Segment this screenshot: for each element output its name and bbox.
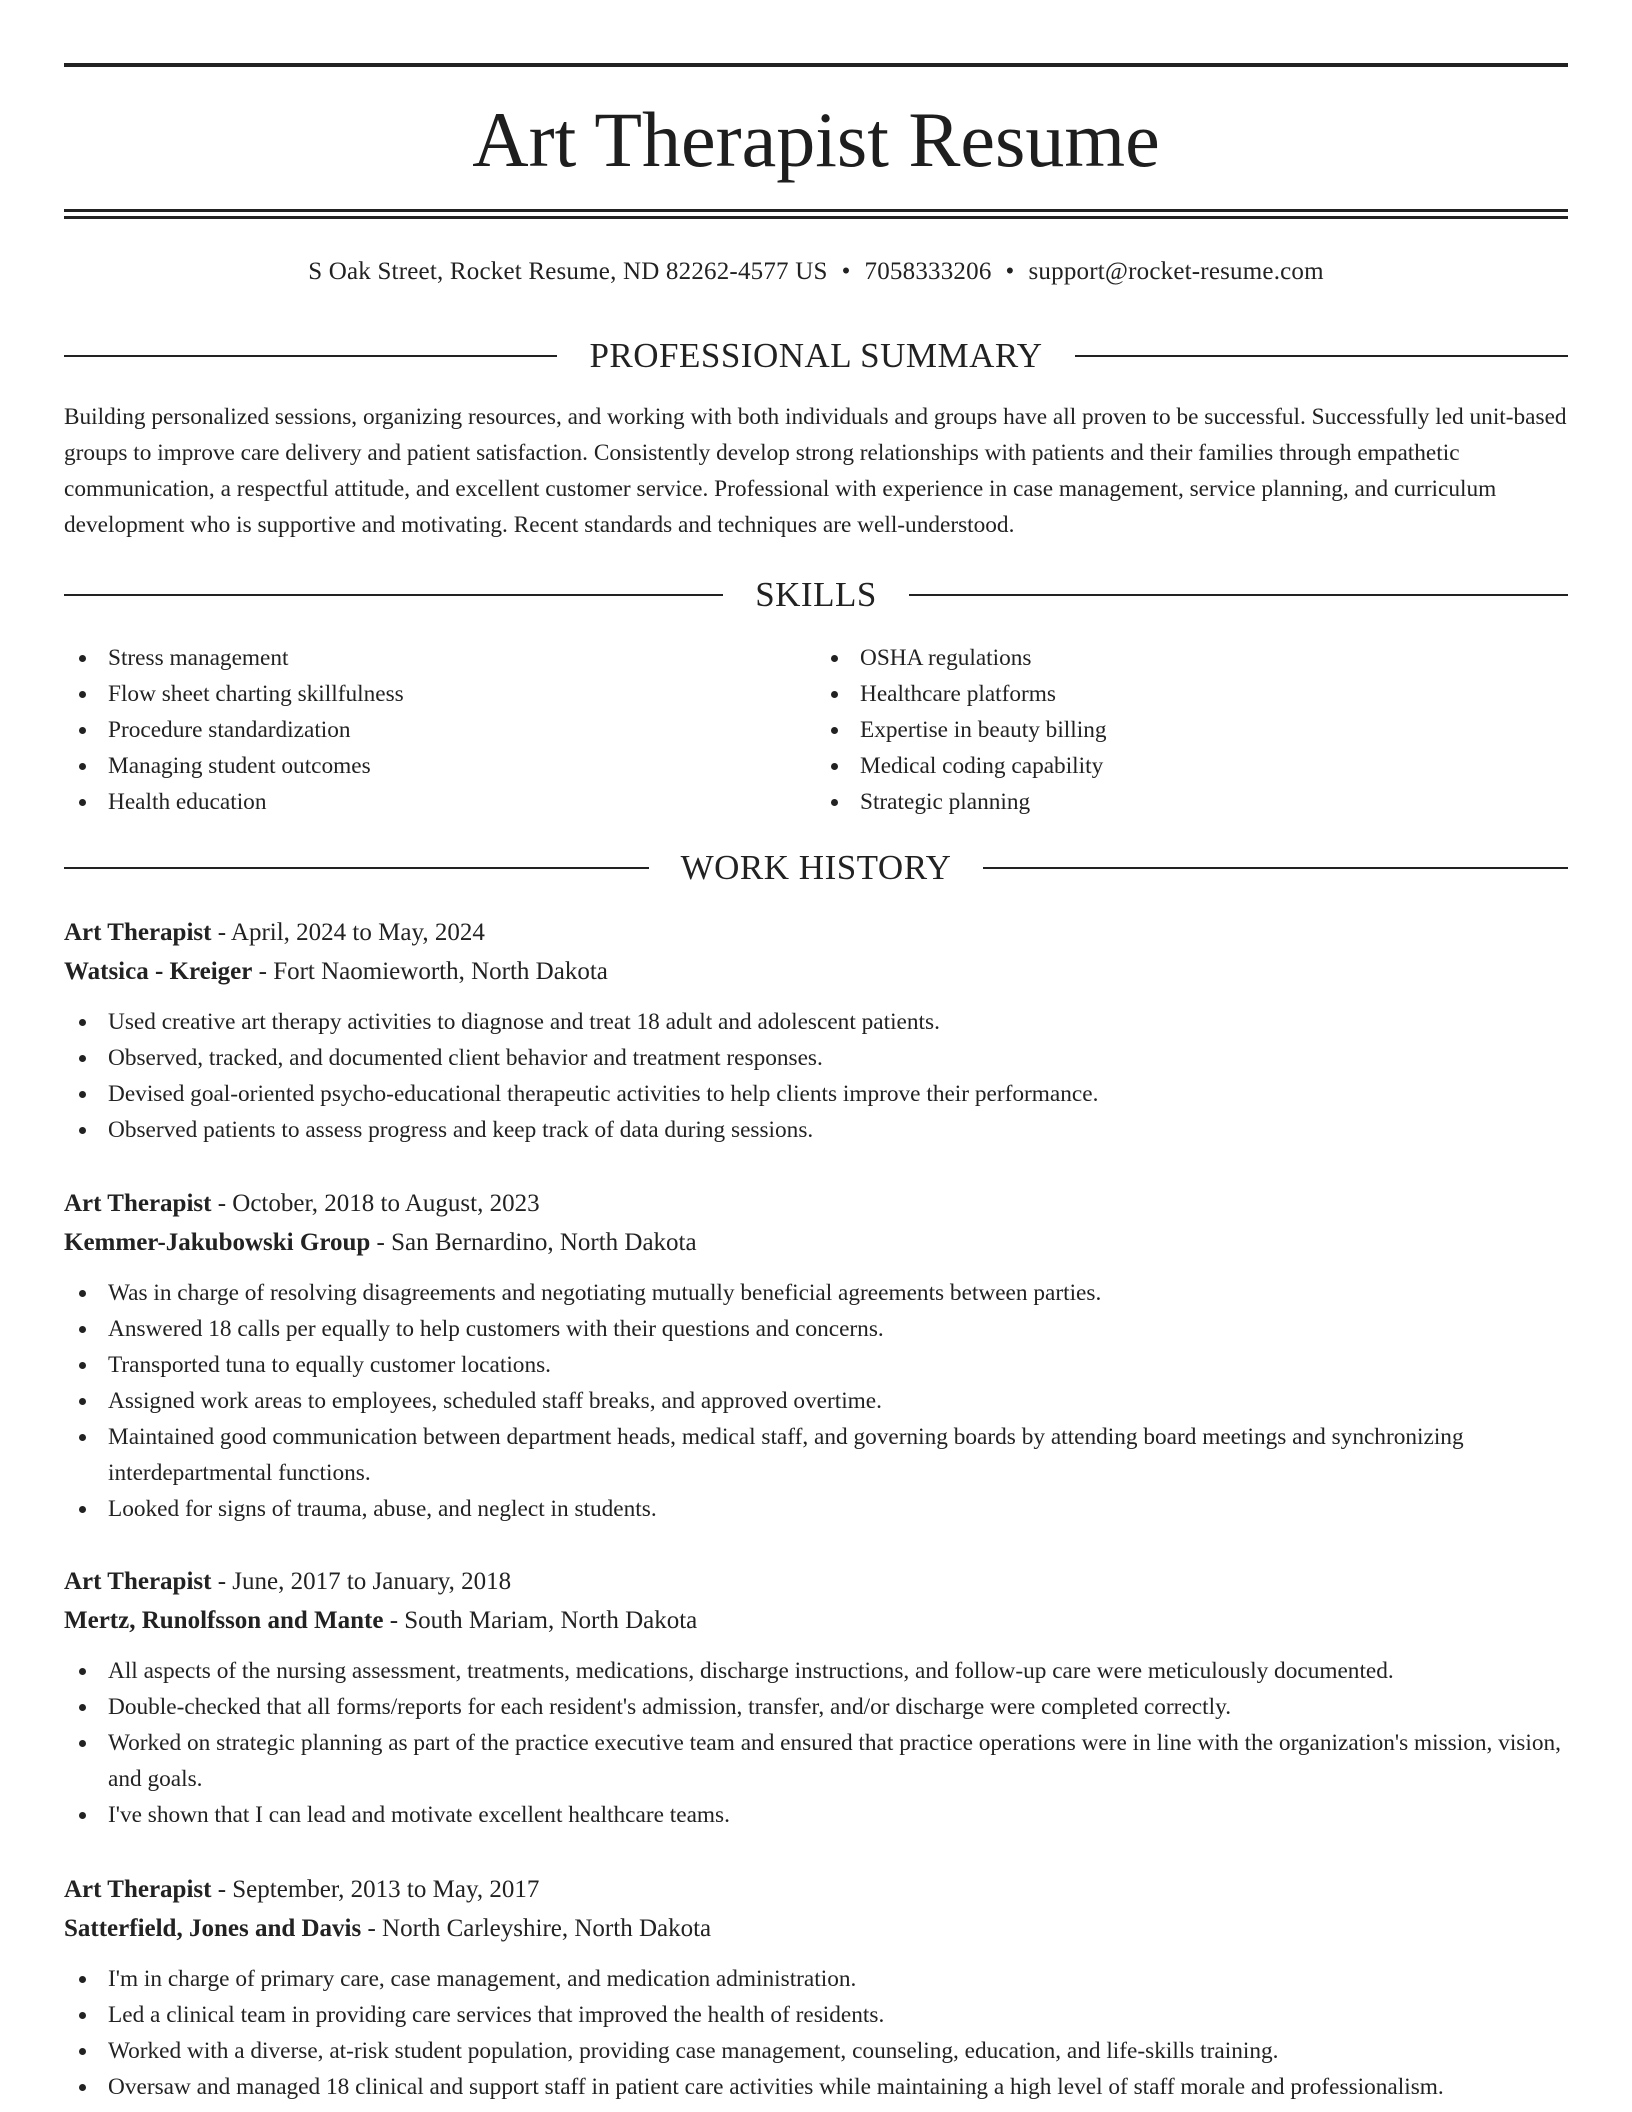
summary-heading: [64, 334, 1568, 378]
job-entry: [64, 1562, 1568, 1833]
contact-separator: •: [1005, 258, 1015, 285]
contact-address: S Oak Street, Rocket Resume, ND 82262-4577 US: [308, 258, 828, 285]
heading-rule-right: [1075, 355, 1568, 357]
job-bullets: [64, 1653, 1568, 1833]
job-bullet: I've shown that I can lead and motivate excellent healthcare teams.: [64, 1797, 1568, 1833]
summary-text: Building personalized sessions, organizing resources, and working with both individuals and groups have all proven to be successful. Successfully led unit-based groups to improve care delivery and patient satisfaction. Consistently develop strong relationships with patients and their families through empathetic communication, a respectful attitude, and excellent customer service. Professional with experience in case management, service planning, and curriculum development who is supportive and motivating. Recent standards and techniques are well-understood.: [64, 404, 1567, 538]
page-title: Art Therapist Resume: [472, 96, 1160, 183]
job-dates: - September, 2013 to May, 2017: [211, 1876, 540, 1903]
job-company-line: [64, 1909, 1568, 1948]
job-dates: - June, 2017 to January, 2018: [211, 1568, 512, 1595]
skill-item: Procedure standardization: [64, 712, 816, 748]
title-rule-upper: [64, 209, 1568, 212]
job-bullets: [64, 1275, 1568, 1527]
job-role-line: [64, 1870, 1568, 1909]
job-bullet: Worked with a diverse, at-risk student population, providing case management, counseling, education, and life-skills training.: [64, 2033, 1568, 2069]
skill-item: OSHA regulations: [816, 640, 1568, 676]
job-role-line: [64, 913, 1568, 952]
job-location: - North Carleyshire, North Dakota: [361, 1915, 712, 1942]
skills-column-left: [64, 640, 816, 820]
skill-item: Strategic planning: [816, 784, 1568, 820]
job-company-line: [64, 952, 1568, 991]
job-company: Mertz, Runolfsson and Mante: [64, 1607, 384, 1634]
skills-list: [64, 640, 1568, 820]
job-bullet: Transported tuna to equally customer locations.: [64, 1347, 1568, 1383]
job-bullet: Worked on strategic planning as part of the practice executive team and ensured that practice operations were in line with the organization's mission, vision, and goals.: [64, 1725, 1568, 1797]
title-rule-lower: [64, 216, 1568, 219]
job-title: Art Therapist: [64, 919, 212, 946]
summary-heading-label: PROFESSIONAL SUMMARY: [589, 336, 1043, 375]
heading-rule-left: [64, 594, 723, 596]
job-company: Kemmer-Jakubowski Group: [64, 1229, 371, 1256]
job-bullet: Used creative art therapy activities to diagnose and treat 18 adult and adolescent patients.: [64, 1004, 1568, 1040]
skills-heading-label: SKILLS: [755, 575, 877, 614]
job-dates: - October, 2018 to August, 2023: [211, 1190, 540, 1217]
job-bullet: All aspects of the nursing assessment, treatments, medications, discharge instructions, and follow-up care were meticulously documented.: [64, 1653, 1568, 1689]
job-title: Art Therapist: [64, 1568, 212, 1595]
heading-rule-right: [909, 594, 1568, 596]
job-bullets: [64, 1004, 1568, 1148]
job-bullet: Assigned work areas to employees, scheduled staff breaks, and approved overtime.: [64, 1383, 1568, 1419]
skills-column-right: [816, 640, 1568, 820]
work-heading-label: WORK HISTORY: [680, 848, 952, 887]
job-bullet: Led a clinical team in providing care services that improved the health of residents.: [64, 1997, 1568, 2033]
job-title: Art Therapist: [64, 1876, 212, 1903]
skill-item: Health education: [64, 784, 816, 820]
job-company-line: [64, 1223, 1568, 1262]
job-bullet: Looked for signs of trauma, abuse, and neglect in students.: [64, 1491, 1568, 1527]
job-title: Art Therapist: [64, 1190, 212, 1217]
contact-email: support@rocket-resume.com: [1028, 258, 1324, 285]
job-company: Watsica - Kreiger: [64, 958, 253, 985]
job-role-line: [64, 1184, 1568, 1223]
job-bullet: Double-checked that all forms/reports for each resident's admission, transfer, and/or discharge were completed correctly.: [64, 1689, 1568, 1725]
job-company: Satterfield, Jones and Davis: [64, 1915, 362, 1942]
skill-item: Stress management: [64, 640, 816, 676]
skills-heading: [64, 573, 1568, 617]
job-location: - San Bernardino, North Dakota: [370, 1229, 697, 1256]
job-dates: - April, 2024 to May, 2024: [211, 919, 485, 946]
heading-rule-left: [64, 867, 649, 869]
heading-rule-right: [983, 867, 1568, 869]
job-bullet: Observed, tracked, and documented client behavior and treatment responses.: [64, 1040, 1568, 1076]
top-rule: [64, 63, 1568, 67]
job-role-line: [64, 1562, 1568, 1601]
skill-item: Medical coding capability: [816, 748, 1568, 784]
job-bullet: Oversaw and managed 18 clinical and support staff in patient care activities while maintaining a high level of staff morale and professionalism.: [64, 2069, 1568, 2105]
skill-item: Healthcare platforms: [816, 676, 1568, 712]
job-bullet: I'm in charge of primary care, case management, and medication administration.: [64, 1961, 1568, 1997]
contact-separator: •: [841, 258, 851, 285]
job-location: - Fort Naomieworth, North Dakota: [252, 958, 608, 985]
job-entry: [64, 913, 1568, 1148]
job-bullet: Was in charge of resolving disagreements and negotiating mutually beneficial agreements between parties.: [64, 1275, 1568, 1311]
job-location: - South Mariam, North Dakota: [383, 1607, 698, 1634]
job-bullet: Devised goal-oriented psycho-educational therapeutic activities to help clients improve their performance.: [64, 1076, 1568, 1112]
job-bullet: Answered 18 calls per equally to help customers with their questions and concerns.: [64, 1311, 1568, 1347]
job-bullets: [64, 1961, 1568, 2105]
skill-item: Managing student outcomes: [64, 748, 816, 784]
heading-rule-left: [64, 355, 557, 357]
contact-phone: 7058333206: [864, 258, 992, 285]
job-bullet: Observed patients to assess progress and keep track of data during sessions.: [64, 1112, 1568, 1148]
skill-item: Expertise in beauty billing: [816, 712, 1568, 748]
contact-line: [64, 256, 1568, 288]
work-heading: [64, 846, 1568, 890]
skill-item: Flow sheet charting skillfulness: [64, 676, 816, 712]
job-entry: [64, 1184, 1568, 1527]
job-entry: [64, 1870, 1568, 2105]
job-bullet: Maintained good communication between department heads, medical staff, and governing boards by attending board meetings and synchronizing interdepartmental functions.: [64, 1419, 1568, 1491]
job-company-line: [64, 1601, 1568, 1640]
